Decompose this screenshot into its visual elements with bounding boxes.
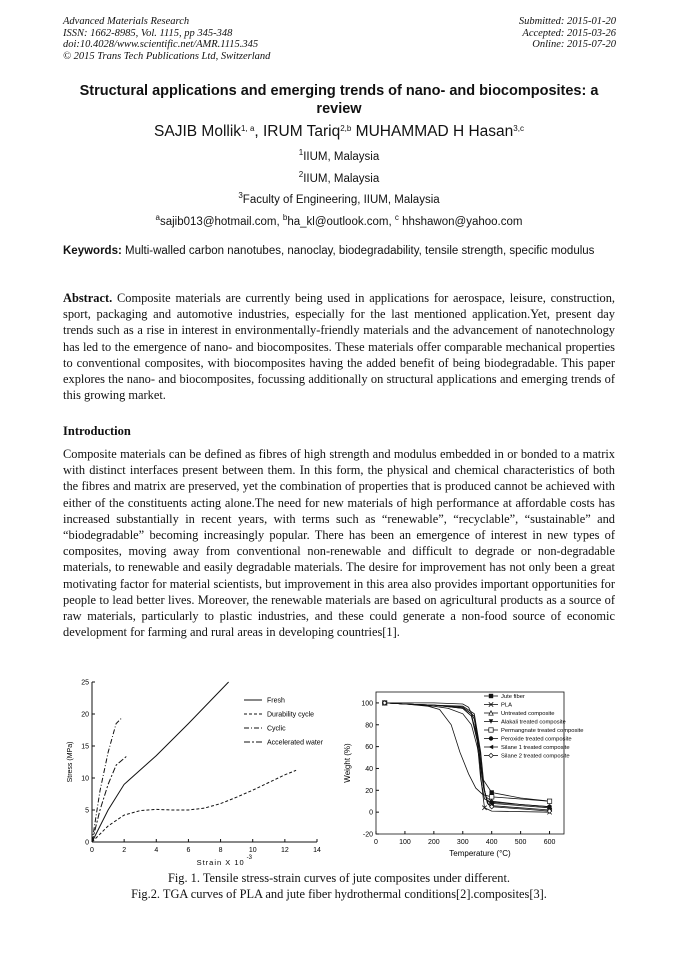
issn-line: ISSN: 1662-8985, Vol. 1115, pp 345-348 <box>63 27 233 39</box>
x-axis-label: Temperature (°C) <box>449 849 511 858</box>
doi-line[interactable]: doi:10.4028/www.scientific.net/AMR.1115.345 <box>63 39 259 50</box>
affiliation-1-sup: 1 <box>298 148 304 157</box>
legend-label-pla: PLA <box>501 702 512 709</box>
data-point-permangnate-treated-composite <box>547 799 551 803</box>
legend-label-accelerated-water: Accelerated water <box>267 739 324 747</box>
email-c[interactable]: hhshawon@yahoo.com <box>398 216 523 228</box>
y-tick-label: 15 <box>81 743 89 751</box>
author-3-sup: 3,c <box>513 124 524 133</box>
y-tick-label: 20 <box>81 711 89 719</box>
legend-marker-permangnate-treated-composite <box>489 728 493 732</box>
figure-1-caption: Fig. 1. Tensile stress-strain curves of jute composites under different. <box>167 871 511 885</box>
legend-label-silane-2-treated-composite: Silane 2 treated composite <box>501 753 570 760</box>
x-tick-label: 200 <box>428 839 440 846</box>
legend-label-silane-1-treated-composite: Silane 1 treated composite <box>501 745 570 752</box>
y-tick-label: 40 <box>365 765 373 773</box>
abstract-text: Composite materials are currently being used in applications for aerospace, leisure, construction, sport, packaging and automotive industries, especially for the last mentioned application.Yet, present day trends such as a rise in interest in environmentally-friendly materials and the advancement of nanotechnology has led to the emergence of nano- and biocomposites. These materials offer comparable mechanical properties to conventional composites, with biocomposites having the added benefit of being biodegradable. This paper explores the nano- and biocomposites, focussing additionally on structural applications and emerging trends of this growing market. <box>63 291 615 403</box>
y-tick-label: 100 <box>361 700 373 708</box>
x-tick-label: 8 <box>218 847 223 854</box>
x-tick-label: 2 <box>122 847 127 854</box>
author-1: SAJIB Mollik <box>154 123 242 140</box>
data-point-jute-fiber <box>489 790 493 794</box>
y-tick-label: 20 <box>365 787 373 795</box>
y-tick-label: 25 <box>81 679 89 687</box>
email-c-sup: c <box>394 213 399 222</box>
legend-marker-jute-fiber <box>489 694 493 698</box>
series-line-jute-fiber <box>385 703 550 801</box>
legend-label-untreated-composite: Untreated composite <box>501 711 555 718</box>
author-3: MUHAMMAD H Hasan <box>351 123 514 140</box>
x-tick-label: 100 <box>399 839 411 846</box>
series-line-permangnate-treated-composite <box>385 703 550 801</box>
legend-label-jute-fiber: Jute fiber <box>501 694 525 701</box>
y-axis-label: Weight (%) <box>343 743 352 783</box>
legend-marker-silane-2-treated-composite <box>489 753 493 757</box>
x-tick-label: 400 <box>485 839 498 846</box>
x-tick-label: 500 <box>514 839 527 846</box>
author-list <box>63 123 615 141</box>
keywords <box>63 244 615 258</box>
y-tick-label: 10 <box>81 775 89 783</box>
introduction-heading: Introduction <box>63 424 131 438</box>
legend-marker-silane-1-treated-composite <box>489 745 493 749</box>
journal-name: Advanced Materials Research <box>63 16 190 27</box>
y-tick-label: -20 <box>362 831 373 839</box>
x-tick-label: 10 <box>248 847 257 854</box>
y-tick-label: 0 <box>369 809 373 817</box>
x-tick-label: 12 <box>280 847 289 854</box>
affiliation-2 <box>63 172 615 186</box>
affiliation-3-text: Faculty of Engineering, IIUM, Malaysia <box>242 194 440 206</box>
keywords-text: Multi-walled carbon nanotubes, nanoclay, biodegradability, tensile strength, specific modulus <box>121 245 595 257</box>
y-axis-label: Stress (MPa) <box>67 741 74 783</box>
affiliation-2-text: IIUM, Malaysia <box>303 173 380 185</box>
email-line <box>63 215 615 229</box>
accepted-date: Accepted: 2015-03-26 <box>522 27 616 39</box>
legend-label-permangnate-treated-composite: Permangnate treated composite <box>501 728 584 735</box>
series-line-accelerated-water <box>92 756 127 842</box>
keywords-label: Keywords: <box>63 245 122 257</box>
x-tick-label: 4 <box>154 847 159 854</box>
x-axis-label: Strain X 10 <box>196 858 245 867</box>
legend-label-fresh: Fresh <box>267 697 285 705</box>
x-axis-exponent: -3 <box>246 855 253 861</box>
email-a-sup: a <box>155 213 160 222</box>
affiliation-3 <box>63 193 615 207</box>
series-line-cyclic <box>92 717 123 842</box>
copyright-line: © 2015 Trans Tech Publications Ltd, Switzerland <box>63 50 271 62</box>
legend-label-durability-cycle: Durability cycle <box>267 711 315 719</box>
legend-label-cyclic: Cyclic <box>267 725 286 733</box>
publication-header <box>63 16 270 62</box>
series-line-durability-cycle <box>92 770 296 842</box>
abstract <box>63 290 615 403</box>
affiliation-2-sup: 2 <box>298 170 304 179</box>
x-tick-label: 0 <box>374 839 378 846</box>
figure-2-tga-chart <box>338 684 588 870</box>
legend-marker-peroxide-treated-composite <box>489 736 493 740</box>
figure-2-caption: Fig.2. TGA curves of PLA and jute fiber hydrothermal conditions[2].composites[3]. <box>131 887 547 901</box>
data-point-permangnate-treated-composite <box>489 795 493 799</box>
author-2: , IRUM Tariq <box>254 123 341 140</box>
online-date: Online: 2015-07-20 <box>532 39 616 50</box>
paper-title: Structural applications and emerging trends of nano- and biocomposites: a review <box>79 83 599 117</box>
x-tick-label: 6 <box>186 847 191 854</box>
y-tick-label: 80 <box>365 722 373 730</box>
affiliation-1-text: IIUM, Malaysia <box>303 151 380 163</box>
author-2-sup: 2,b <box>340 124 352 133</box>
series-line-fresh <box>92 682 229 842</box>
y-tick-label: 0 <box>85 839 89 847</box>
publication-dates <box>519 16 616 51</box>
legend-label-peroxide-treated-composite: Peroxide treated composite <box>501 736 572 743</box>
affiliation-3-sup: 3 <box>238 191 243 200</box>
email-b-sup: b <box>282 213 288 222</box>
introduction-text: Composite materials can be defined as fibres of high strength and modulus embedded in or bonded to a matrix with distinct interfaces present between them. In this form, the physical and chemical characteristics of both the fibres and matrix are preserved, yet the combination of properties that is produced cannot be achieved with either of the constituents acting alone.The need for new materials of high performance at affordable costs has increased substantially in recent years, with terms such as “renewable”, “recyclable”, “sustainable” and “biodegradable” becoming increasingly popular. There has been an emergence of interest in new types of composites, moving away from conventional non-renewable and difficult to degrade or non-degradable materials, to renewable and easily degradable materials. The desire for improvement has not only been a great motivating factor for material scientists, but improvement in this area also provides important opportunities for people to lead better lives. Moreover, the renewable materials are based on agricultural products as a source of raw materials, particularly to plastic industries, and these could generate a non-food source of economic development for farming and rural areas in developing countries[1]. <box>63 447 615 640</box>
x-tick-label: 300 <box>456 839 469 846</box>
affiliation-1 <box>63 150 615 164</box>
email-b[interactable]: ha_kl@outlook.com, <box>287 216 395 228</box>
submitted-date: Submitted: 2015-01-20 <box>518 16 616 27</box>
figure-1-stress-strain-chart <box>62 668 332 870</box>
x-tick-label: 600 <box>543 839 556 846</box>
y-tick-label: 60 <box>365 744 373 752</box>
x-tick-label: 14 <box>313 847 321 854</box>
abstract-label: Abstract. <box>63 291 113 305</box>
email-a[interactable]: sajib013@hotmail.com, <box>159 216 283 228</box>
x-tick-label: 0 <box>90 847 94 854</box>
author-1-sup: 1, a <box>241 124 255 133</box>
y-tick-label: 5 <box>85 807 89 815</box>
legend-label-alakali-treated-composite: Alakali treated composite <box>501 719 566 726</box>
